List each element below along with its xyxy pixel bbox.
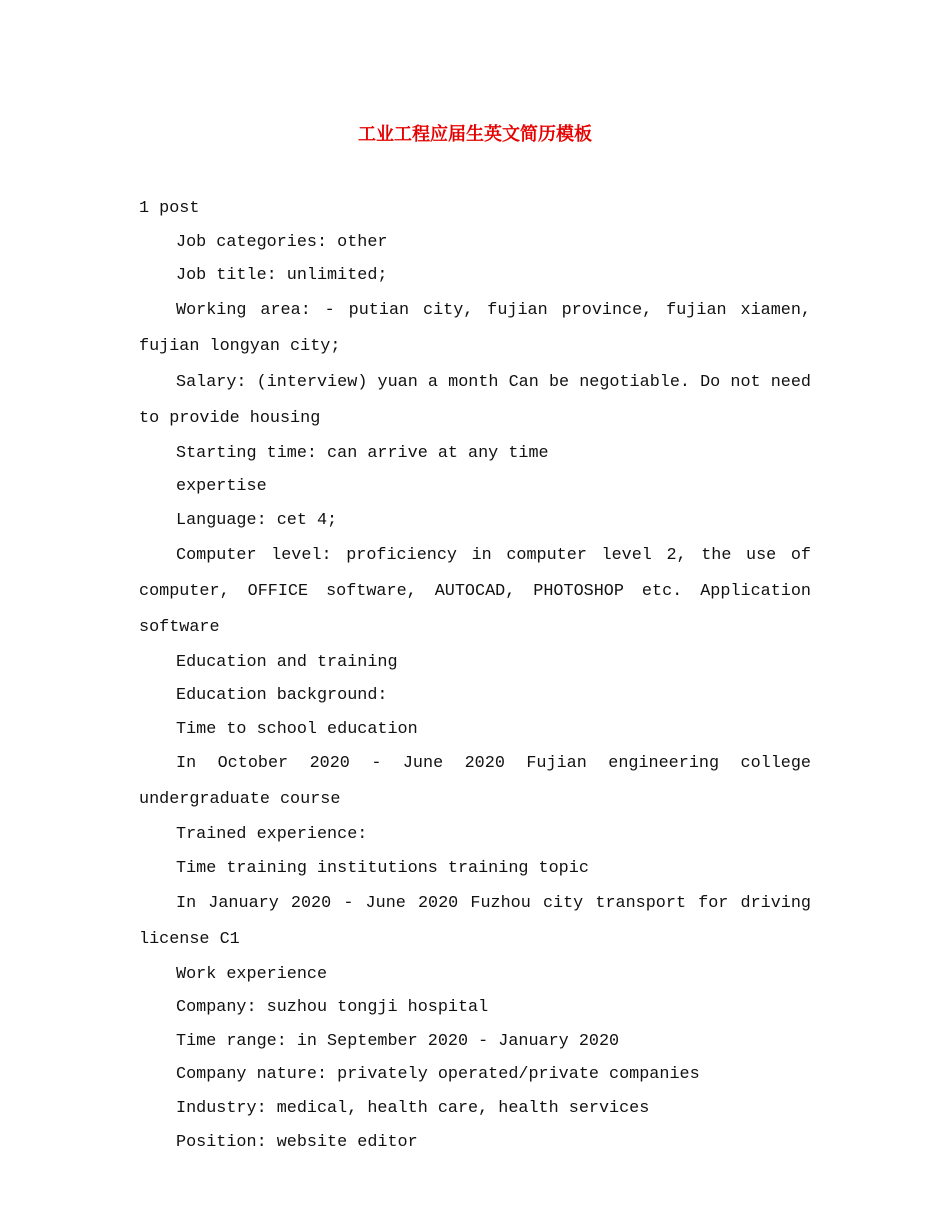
starting-time: Starting time: can arrive at any time [176,443,549,463]
section-heading-post: 1 post [139,199,200,218]
education-table-header: Time to school education [176,719,418,739]
salary: Salary: (interview) yuan a month Can be negotiable. Do not need to provide housing [139,372,811,428]
training-entry: In January 2020 - June 2020 Fuzhou city transport for driving license C1 [139,893,811,949]
education-entry: In October 2020 - June 2020 Fujian engineering college undergraduate course [139,754,811,810]
industry: Industry: medical, health care, health services [176,1098,650,1118]
trained-experience: Trained experience: [176,825,368,845]
section-heading-expertise: expertise [176,477,267,497]
company-nature: Company nature: privately operated/private companies [176,1065,700,1085]
document-title: 工业工程应届生英文简历模板 [358,124,592,145]
training-table-header: Time training institutions training topic [176,858,589,878]
company: Company: suzhou tongji hospital [176,998,489,1018]
language: Language: cet 4; [176,510,338,530]
document-body [139,192,811,1159]
position: Position: website editor [176,1132,418,1152]
time-range: Time range: in September 2020 - January 2020 [176,1031,620,1051]
working-area: Working area: - putian city, fujian province, fujian xiamen, fujian longyan city; [139,300,811,356]
section-heading-education-training: Education and training [176,652,398,672]
section-heading-work-experience: Work experience [176,964,328,984]
education-background: Education background: [176,686,388,706]
job-categories: Job categories: other [176,232,388,252]
computer-level: Computer level: proficiency in computer level 2, the use of computer, OFFICE software, AUTOCAD, PHOTOSHOP etc. Application software [139,545,811,637]
job-title: Job title: unlimited; [176,266,388,286]
